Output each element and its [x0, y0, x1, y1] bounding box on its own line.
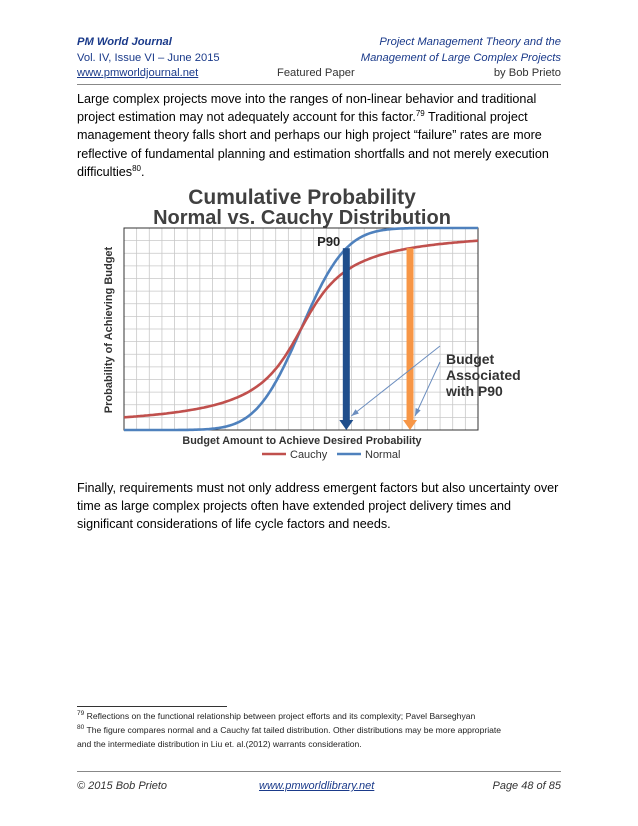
annotation-arrow-1: [351, 346, 440, 416]
page-number: Page 48 of 85: [492, 780, 561, 792]
author: by Bob Prieto: [493, 67, 561, 79]
p90-marker-bar-1: [343, 248, 350, 422]
p90-marker-bar-2: [407, 248, 414, 422]
y-axis-label: Probability of Achieving Budget: [103, 246, 115, 414]
journal-name: PM World Journal: [77, 36, 172, 48]
footnote-separator: [77, 706, 227, 707]
library-url-link[interactable]: www.pmworldlibrary.net: [259, 780, 375, 792]
para1-line: Large complex projects move into the ranges of non-linear behavior and traditional: [77, 92, 537, 106]
budget-annotation-line-2: Associated: [446, 367, 521, 383]
x-axis-label: Budget Amount to Achieve Desired Probability: [182, 435, 422, 447]
para1-line: project estimation may not adequately account for this factor.$^{79}$ Traditional project: [77, 109, 528, 125]
annotation-arrows: [351, 346, 440, 416]
legend-normal-label: Normal: [365, 449, 401, 461]
para1-line: difficulties$^{80}$.: [77, 163, 145, 179]
cumulative-probability-chart: [90, 178, 530, 466]
para2-line: time as large complex projects often have extended project delivery times and: [77, 499, 512, 514]
para2-line: Finally, requirements must not only address emergent factors but also uncertainty over: [77, 481, 559, 495]
chart-subtitle: Normal vs. Cauchy Distribution: [153, 207, 451, 229]
footnote-79: $^{79}$ Reflections on the functional relationship between project efforts and its complexity; Pavel Barseghyan: [77, 710, 476, 721]
footnotes: [77, 709, 563, 751]
chart-legend: [262, 449, 400, 461]
legend-cauchy-label: Cauchy: [290, 449, 328, 461]
budget-annotation-line-3: with P90: [446, 383, 503, 399]
para1-line: management theory falls short and perhaps our high project “failure” rates are more: [77, 128, 542, 143]
p90-label: P90: [317, 234, 341, 249]
paragraph-2: [77, 479, 563, 534]
para1-line: reflective of fundamental planning and estimation shortfalls and not merely execution: [77, 146, 549, 161]
footnote-ref-79[interactable]: 79: [415, 109, 425, 119]
footnote-80: $^{80}$ The figure compares normal and a Cauchy fat tailed distribution. Other distributions may be more appropriate: [77, 724, 502, 735]
paragraph-1: [77, 90, 563, 181]
footnote-80-cont: and the intermediate distribution in Liu et. al.(2012) warrants consideration.: [77, 739, 362, 749]
page-footer: [77, 780, 561, 792]
p90-markers: [339, 248, 417, 430]
copyright: © 2015 Bob Prieto: [77, 780, 168, 792]
paper-title-line-1: Project Management Theory and the: [379, 36, 561, 48]
chart-title: Cumulative Probability: [188, 186, 416, 209]
issue-info: Vol. IV, Issue VI – June 2015: [77, 52, 220, 64]
para2-line: significant considerations of life cycle factors and needs.: [77, 517, 391, 532]
header-divider: [77, 84, 561, 85]
budget-annotation-line-1: Budget: [446, 351, 495, 367]
annotation-arrowhead-2: [415, 408, 421, 416]
footnote-ref-80[interactable]: 80: [132, 163, 141, 173]
footer-divider: [77, 771, 561, 772]
paper-type: Featured Paper: [277, 67, 355, 79]
annotation-arrowhead-1: [351, 409, 359, 416]
journal-url-link[interactable]: www.pmworldjournal.net: [77, 67, 199, 79]
paper-title-line-2: Management of Large Complex Projects: [360, 52, 561, 64]
